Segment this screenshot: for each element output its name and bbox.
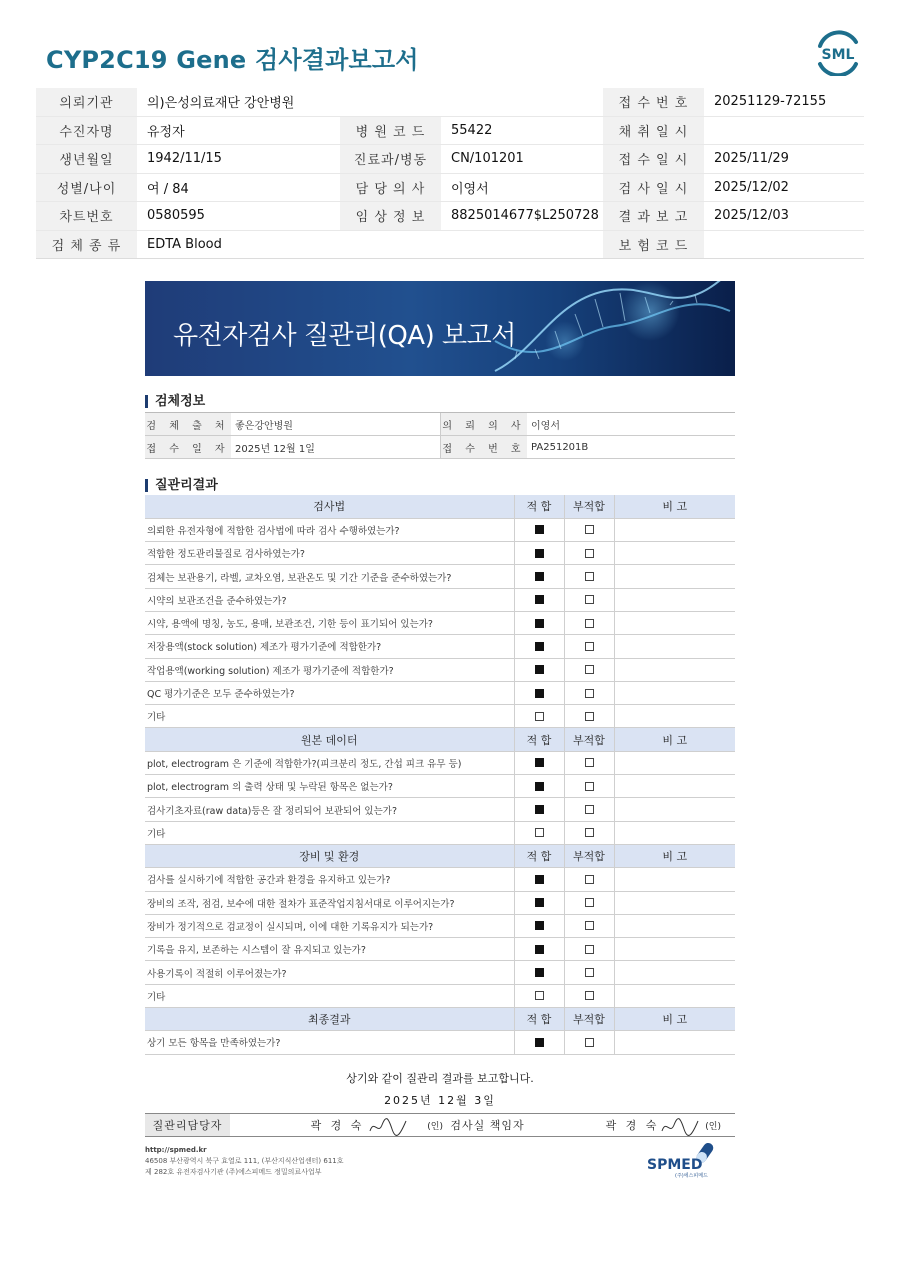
info-label: 담 당 의 사 (340, 174, 441, 202)
conclusion-text: 상기와 같이 질관리 결과를 보고합니다. (346, 1072, 534, 1085)
note-cell (614, 635, 735, 658)
info-value: 0580595 (147, 208, 205, 224)
info-value: EDTA Blood (147, 236, 222, 252)
qc-item-row (145, 891, 735, 914)
fail-column-header: 부적합 (564, 844, 614, 867)
pass-column-header: 적 합 (514, 728, 564, 751)
pass-checkbox[interactable] (535, 1038, 544, 1047)
note-cell (614, 798, 735, 821)
fail-checkbox[interactable] (585, 805, 594, 814)
qc-question: 기록을 유지, 보존하는 시스템이 잘 유지되고 있는가? (145, 938, 514, 961)
group-header-row (145, 728, 735, 751)
qc-question: 의뢰한 유전자형에 적합한 검사법에 따라 검사 수행하였는가? (145, 518, 514, 541)
group-title: 장비 및 환경 (145, 844, 514, 867)
qc-item-row (145, 588, 735, 611)
qa-report (145, 281, 735, 1179)
qc-item-row (145, 565, 735, 588)
pass-checkbox[interactable] (535, 665, 544, 674)
note-cell (614, 565, 735, 588)
note-cell (614, 542, 735, 565)
fail-cell (564, 984, 614, 1007)
note-cell (614, 821, 735, 844)
seal-mark: (인) (427, 1121, 443, 1132)
spmed-logo-text: SPMED (647, 1157, 703, 1173)
info-label: 성별/나이 (36, 174, 137, 202)
patient-info-row (36, 88, 864, 117)
pass-cell (514, 542, 564, 565)
qc-manager-cell (230, 1114, 445, 1136)
qc-question: 검체는 보관용기, 라벨, 교차오염, 보관온도 및 기간 기준을 준수하였는가? (145, 565, 514, 588)
pass-checkbox[interactable] (535, 875, 544, 884)
fail-checkbox[interactable] (585, 642, 594, 651)
qa-banner-title: 유전자검사 질관리(QA) 보고서 (173, 321, 516, 351)
qc-question: 검사기초자료(raw data)등은 잘 정리되어 보관되어 있는가? (145, 798, 514, 821)
note-cell (614, 588, 735, 611)
info-label: 채 취 일 시 (603, 117, 704, 145)
pass-cell (514, 961, 564, 984)
fail-cell (564, 775, 614, 798)
pass-cell (514, 775, 564, 798)
info-label: 검 사 일 시 (603, 174, 704, 202)
info-label: 차트번호 (36, 202, 137, 230)
note-cell (614, 751, 735, 774)
fail-checkbox[interactable] (585, 712, 594, 721)
fail-cell (564, 542, 614, 565)
lab-director-name: 곽 경 숙 (605, 1119, 660, 1132)
fail-cell (564, 821, 614, 844)
fail-cell (564, 681, 614, 704)
note-column-header: 비 고 (614, 1008, 735, 1031)
sml-logo-text: SML (821, 47, 855, 63)
info-label: 접 수 번 호 (603, 88, 704, 116)
fail-cell (564, 705, 614, 728)
signature-image (660, 1115, 700, 1137)
referring-doctor-label: 의 뢰 의 사 (441, 413, 527, 435)
pass-cell (514, 938, 564, 961)
qc-question: 장비가 정기적으로 검교정이 실시되며, 이에 대한 기록유지가 되는가? (145, 914, 514, 937)
info-value: 20251129-72155 (714, 94, 827, 110)
qc-question: 상기 모든 항목을 만족하였는가? (145, 1031, 514, 1054)
group-title: 최종결과 (145, 1008, 514, 1031)
pass-checkbox[interactable] (535, 642, 544, 651)
specimen-table (145, 412, 735, 459)
pass-checkbox[interactable] (535, 572, 544, 581)
footer-registration: 제 282호 유전자검사기관 (주)에스피메드 정밀의료사업부 (145, 1168, 322, 1176)
pass-cell (514, 705, 564, 728)
fail-cell (564, 565, 614, 588)
qc-question: 기타 (145, 821, 514, 844)
pass-cell (514, 588, 564, 611)
qc-item-row (145, 938, 735, 961)
group-header-row (145, 1008, 735, 1031)
qa-footer (145, 1145, 344, 1178)
seal-mark: (인) (705, 1121, 721, 1132)
spmed-logo-subtext: (주)에스피메드 (675, 1173, 708, 1179)
patient-info-row (36, 202, 864, 231)
note-cell (614, 611, 735, 634)
info-label: 수진자명 (36, 117, 137, 145)
pass-cell (514, 751, 564, 774)
fail-cell (564, 518, 614, 541)
receipt-date: 2025년 12월 1일 (231, 436, 441, 458)
pass-checkbox[interactable] (535, 945, 544, 954)
sml-logo (814, 30, 862, 76)
qc-question: 시약, 용액에 명칭, 농도, 용매, 보관조건, 기한 등이 표기되어 있는가? (145, 611, 514, 634)
info-label: 결 과 보 고 (603, 202, 704, 230)
pass-checkbox[interactable] (535, 991, 544, 1000)
fail-checkbox[interactable] (585, 665, 594, 674)
qc-item-row (145, 658, 735, 681)
fail-checkbox[interactable] (585, 898, 594, 907)
info-label: 임 상 정 보 (340, 202, 441, 230)
info-label: 의뢰기관 (36, 88, 137, 116)
pass-checkbox[interactable] (535, 549, 544, 558)
signature-image (368, 1115, 408, 1137)
fail-column-header: 부적합 (564, 1008, 614, 1031)
group-title: 원본 데이터 (145, 728, 514, 751)
qc-question: plot, electrogram 의 출력 상태 및 누락된 항목은 없는가? (145, 775, 514, 798)
note-cell (614, 891, 735, 914)
fail-checkbox[interactable] (585, 1038, 594, 1047)
pass-checkbox[interactable] (535, 782, 544, 791)
fail-column-header: 부적합 (564, 728, 614, 751)
pass-cell (514, 635, 564, 658)
footer-address: 46508 부산광역시 북구 효열로 111, (부산지식산업센터) 611호 (145, 1157, 344, 1165)
patient-info-row (36, 117, 864, 146)
group-header-row (145, 844, 735, 867)
note-cell (614, 938, 735, 961)
note-cell (614, 984, 735, 1007)
info-value: 1942/11/15 (147, 151, 222, 167)
fail-cell (564, 961, 614, 984)
pass-checkbox[interactable] (535, 525, 544, 534)
fail-cell (564, 914, 614, 937)
qc-question: 검사를 실시하기에 적합한 공간과 환경을 유지하고 있는가? (145, 868, 514, 891)
info-label: 진료과/병동 (340, 145, 441, 173)
fail-cell (564, 868, 614, 891)
receipt-number: PA251201B (531, 441, 589, 453)
qc-question: 기타 (145, 984, 514, 1007)
specimen-row (145, 413, 735, 436)
qc-manager-name: 곽 경 숙 (310, 1119, 365, 1132)
pass-cell (514, 565, 564, 588)
specimen-source-label: 검 체 출 처 (145, 413, 231, 435)
qc-item-row (145, 751, 735, 774)
fail-checkbox[interactable] (585, 968, 594, 977)
qc-item-row (145, 611, 735, 634)
report-title: CYP2C19 Gene 검사결과보고서 (46, 46, 419, 74)
receipt-date-label: 접 수 일 자 (145, 436, 231, 458)
qc-item-row (145, 821, 735, 844)
pass-checkbox[interactable] (535, 712, 544, 721)
lab-director-label: 검사실 책임자 (445, 1114, 530, 1136)
patient-info-row (36, 231, 864, 260)
note-column-header: 비 고 (614, 728, 735, 751)
note-column-header: 비 고 (614, 844, 735, 867)
patient-info-row (36, 174, 864, 203)
fail-cell (564, 1031, 614, 1054)
qc-question: QC 평가기준은 모두 준수하였는가? (145, 681, 514, 704)
note-column-header: 비 고 (614, 495, 735, 518)
qc-item-row (145, 705, 735, 728)
qc-item-row (145, 798, 735, 821)
pass-cell (514, 891, 564, 914)
note-cell (614, 1031, 735, 1054)
info-value: 2025/12/03 (714, 208, 789, 224)
qc-manager-label: 질관리담당자 (145, 1114, 230, 1136)
fail-checkbox[interactable] (585, 828, 594, 837)
note-cell (614, 518, 735, 541)
signature-row (145, 1113, 735, 1137)
note-cell (614, 681, 735, 704)
pass-cell (514, 611, 564, 634)
info-value (704, 117, 864, 145)
qc-item-row (145, 914, 735, 937)
receipt-number-label: 접 수 번 호 (441, 436, 527, 458)
note-cell (614, 775, 735, 798)
footer-url[interactable]: http://spmed.kr (145, 1146, 207, 1154)
info-label: 접 수 일 시 (603, 145, 704, 173)
pass-cell (514, 984, 564, 1007)
info-value (704, 231, 864, 259)
info-label: 병 원 코 드 (340, 117, 441, 145)
patient-info-table (36, 88, 864, 259)
fail-checkbox[interactable] (585, 758, 594, 767)
fail-cell (564, 658, 614, 681)
qc-item-row (145, 775, 735, 798)
qc-item-row (145, 1031, 735, 1054)
qc-question: 작업용액(working solution) 제조가 평가기준에 적합한가? (145, 658, 514, 681)
specimen-section-title: 검체정보 (145, 395, 205, 408)
spmed-logo (645, 1139, 735, 1179)
fail-checkbox[interactable] (585, 572, 594, 581)
referring-doctor: 이영서 (531, 420, 560, 432)
info-value: 이영서 (451, 181, 489, 197)
fail-checkbox[interactable] (585, 991, 594, 1000)
fail-checkbox[interactable] (585, 921, 594, 930)
qc-result-section-title: 질관리결과 (145, 479, 218, 492)
note-cell (614, 961, 735, 984)
qc-question: 시약의 보관조건을 준수하였는가? (145, 588, 514, 611)
pass-cell (514, 914, 564, 937)
pass-checkbox[interactable] (535, 689, 544, 698)
info-label: 검 체 종 류 (36, 231, 137, 259)
pass-checkbox[interactable] (535, 921, 544, 930)
pass-checkbox[interactable] (535, 828, 544, 837)
pass-column-header: 적 합 (514, 1008, 564, 1031)
qc-question: plot, electrogram 은 기준에 적합한가?(피크분리 정도, 간섭 피크 유무 등) (145, 751, 514, 774)
info-value: 유정자 (147, 124, 185, 140)
pass-cell (514, 868, 564, 891)
qc-question: 장비의 조작, 점검, 보수에 대한 절차가 표준작업지침서대로 이루어지는가? (145, 891, 514, 914)
pass-checkbox[interactable] (535, 968, 544, 977)
group-title: 검사법 (145, 495, 514, 518)
info-value: 2025/11/29 (714, 151, 789, 167)
info-value (441, 231, 603, 259)
note-cell (614, 914, 735, 937)
info-value (441, 88, 603, 116)
pass-cell (514, 798, 564, 821)
fail-cell (564, 938, 614, 961)
qc-result-table (145, 495, 735, 1055)
info-value: 여 / 84 (147, 181, 189, 197)
qc-item-row (145, 868, 735, 891)
info-value: 2025/12/02 (714, 179, 789, 195)
note-cell (614, 658, 735, 681)
pass-cell (514, 681, 564, 704)
qc-question: 적합한 정도관리물질로 검사하였는가? (145, 542, 514, 565)
info-label: 생년월일 (36, 145, 137, 173)
fail-checkbox[interactable] (585, 549, 594, 558)
qc-question: 저장용액(stock solution) 제조가 평가기준에 적합한가? (145, 635, 514, 658)
specimen-row (145, 436, 735, 459)
fail-cell (564, 635, 614, 658)
fail-checkbox[interactable] (585, 619, 594, 628)
fail-cell (564, 891, 614, 914)
fail-checkbox[interactable] (585, 875, 594, 884)
pass-cell (514, 658, 564, 681)
qc-item-row (145, 681, 735, 704)
fail-cell (564, 588, 614, 611)
fail-cell (564, 751, 614, 774)
pass-cell (514, 1031, 564, 1054)
pass-checkbox[interactable] (535, 898, 544, 907)
qa-banner (145, 281, 735, 376)
fail-checkbox[interactable] (585, 945, 594, 954)
report-date: 2025년 12월 3일 (384, 1094, 496, 1107)
info-value: 8825014677$L250728 (451, 208, 599, 224)
pass-cell (514, 518, 564, 541)
info-label: 보 험 코 드 (603, 231, 704, 259)
pass-checkbox[interactable] (535, 619, 544, 628)
fail-checkbox[interactable] (585, 689, 594, 698)
patient-info-row (36, 145, 864, 174)
qc-question: 기타 (145, 705, 514, 728)
pass-checkbox[interactable] (535, 595, 544, 604)
info-value: CN/101201 (451, 151, 524, 167)
fail-checkbox[interactable] (585, 595, 594, 604)
qc-item-row (145, 635, 735, 658)
qc-question: 사용기록이 적절히 이루어졌는가? (145, 961, 514, 984)
pass-checkbox[interactable] (535, 758, 544, 767)
note-cell (614, 705, 735, 728)
group-header-row (145, 495, 735, 518)
note-cell (614, 868, 735, 891)
specimen-source: 좋은강안병원 (231, 413, 441, 435)
info-value: 의)은성의료재단 강안병원 (147, 96, 295, 112)
qc-item-row (145, 961, 735, 984)
pass-column-header: 적 합 (514, 844, 564, 867)
info-label (340, 88, 441, 116)
lab-director-cell (530, 1114, 735, 1136)
fail-cell (564, 611, 614, 634)
fail-cell (564, 798, 614, 821)
pass-checkbox[interactable] (535, 805, 544, 814)
qc-item-row (145, 518, 735, 541)
qc-item-row (145, 542, 735, 565)
qc-item-row (145, 984, 735, 1007)
fail-checkbox[interactable] (585, 525, 594, 534)
info-value: 55422 (451, 122, 493, 138)
info-label (340, 231, 441, 259)
pass-cell (514, 821, 564, 844)
fail-column-header: 부적합 (564, 495, 614, 518)
pass-column-header: 적 합 (514, 495, 564, 518)
fail-checkbox[interactable] (585, 782, 594, 791)
